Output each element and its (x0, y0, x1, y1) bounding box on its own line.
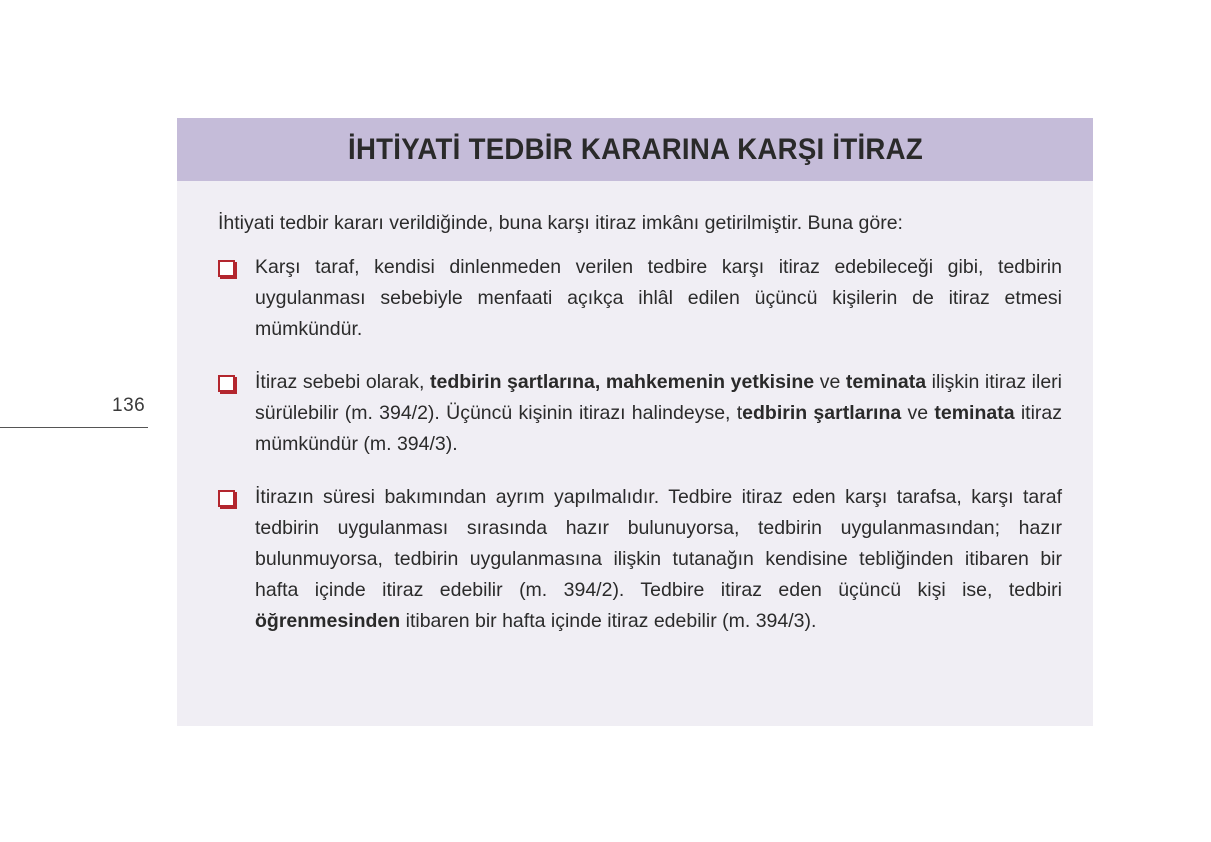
list-item (218, 367, 1062, 460)
body-text: Karşı taraf, kendisi dinlenmeden verilen tedbire karşı itiraz edebileceği gibi, tedbirin uygulanması sebebiyle menfaati açıkça ihlâl edilen üçüncü kişilerin de itiraz etmesi mümkündür. (255, 256, 1062, 340)
info-box-header (177, 118, 1093, 181)
body-text: İtiraz sebebi olarak, (255, 371, 430, 393)
checkbox-bullet-icon (218, 375, 235, 392)
intro-paragraph: İhtiyati tedbir kararı verildiğinde, buna karşı itiraz imkânı getirilmiştir. Buna göre: (218, 212, 903, 234)
body-text: ilişkin itiraz ileri sürülebilir (m. 394/2). Üçüncü kişinin itirazı halindeyse, t (255, 371, 1062, 424)
list-item-text (255, 482, 1062, 637)
body-text: itibaren bir hafta içinde itiraz edebilir (m. 394/3). (400, 610, 817, 632)
checkbox-bullet-icon (218, 490, 235, 507)
body-text: ve (901, 402, 935, 424)
list-item-text (255, 367, 1062, 460)
body-text: İtirazın süresi bakımından ayrım yapılmalıdır. Tedbire itiraz eden karşı tarafsa, karşı taraf tedbirin uygulanması sırasında hazır bulunuyorsa, tedbirin uygulanmasından; hazır bulunmuyorsa, tedbirin uygulanmasına ilişkin tutanağın kendisine tebliğinden itibaren bir hafta içinde itiraz edebilir (m. 394/2). Tedbire itiraz eden üçüncü kişi ise, tedbiri (255, 486, 1062, 601)
info-box (177, 118, 1093, 726)
checkbox-bullet-icon (218, 260, 235, 277)
emphasis-text: öğrenmesinden (255, 610, 401, 632)
body-text: ve (814, 371, 846, 393)
page-number-rule (0, 427, 148, 428)
body-text: itiraz mümkündür (m. 394/3). (255, 402, 1063, 455)
emphasis-text: teminata (845, 371, 927, 393)
emphasis-text: teminata (934, 402, 1015, 424)
list-item (218, 482, 1062, 637)
emphasis-text: tedbirin şartlarına, mahkemenin yetkisine (429, 371, 815, 393)
info-box-body (218, 208, 1062, 659)
page-number: 136 (112, 395, 146, 416)
list-item-text (255, 252, 1062, 345)
emphasis-text: edbirin şartlarına (742, 402, 902, 424)
info-box-title: İHTİYATİ TEDBİR KARARINA KARŞI İTİRAZ (347, 132, 923, 166)
list-item (218, 252, 1062, 345)
